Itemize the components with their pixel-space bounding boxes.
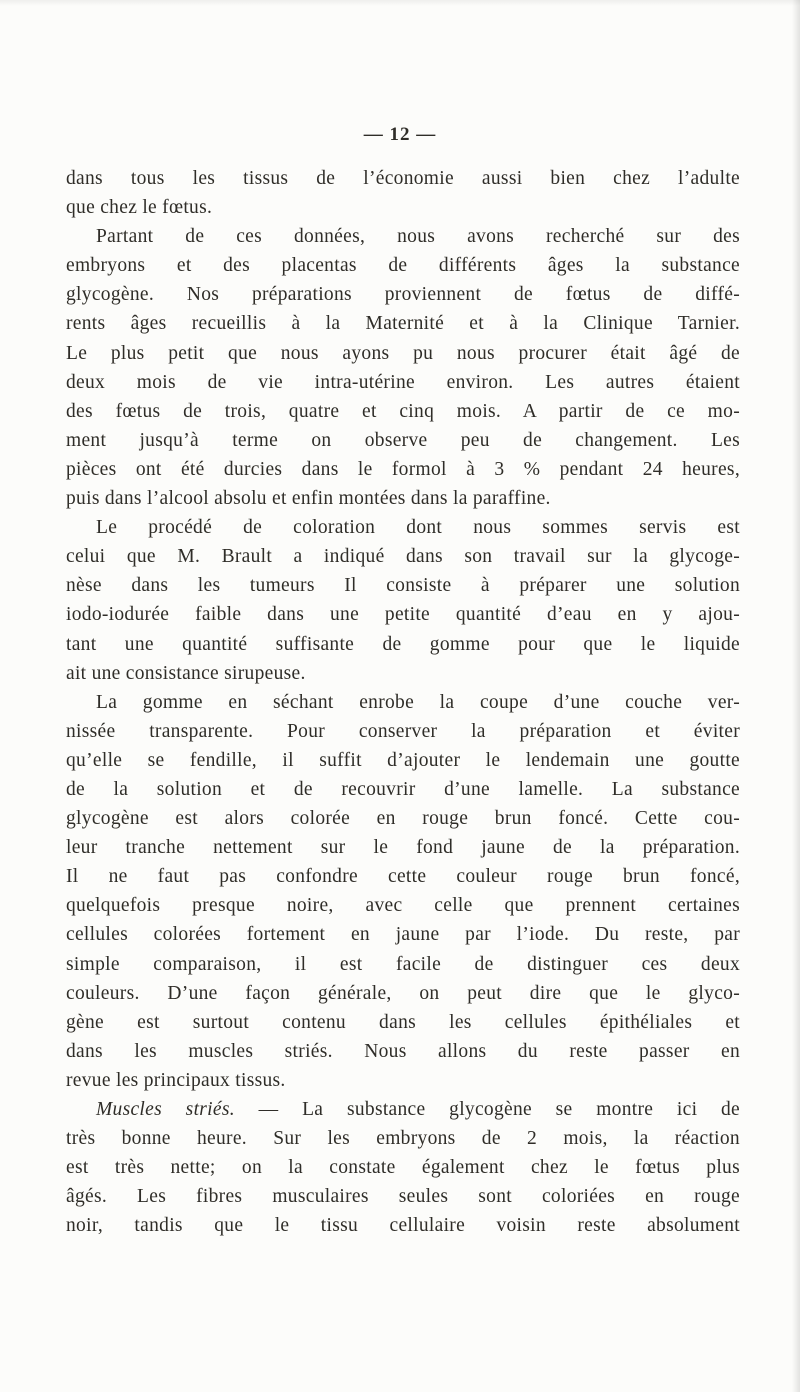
text-line: Il ne faut pas confondre cette couleur rouge brun foncé, — [66, 866, 740, 888]
text-line: embryons et des placentas de différents âges la substance — [66, 255, 740, 277]
text-line: âgés. Les fibres musculaires seules sont coloriées en rouge — [66, 1186, 740, 1208]
scan-edge-shadow — [792, 0, 800, 1392]
text-line: La gomme en séchant enrobe la coupe d’une couche ver- — [96, 691, 740, 713]
text-line: glycogène est alors colorée en rouge brun foncé. Cette cou- — [66, 808, 740, 830]
text-line: rents âges recueillis à la Maternité et à la Clinique Tarnier. — [66, 313, 740, 335]
text-line: dans tous les tissus de l’économie aussi bien chez l’adulte — [66, 168, 740, 189]
text-line: très bonne heure. Sur les embryons de 2 mois, la réaction — [66, 1128, 740, 1150]
text-line: revue les principaux tissus. — [66, 1069, 286, 1091]
text-line: est très nette; on la constate également chez le fœtus plus — [66, 1157, 740, 1179]
text-line: ment jusqu’à terme on observe peu de changement. Les — [66, 429, 740, 451]
text-line: Le plus petit que nous ayons pu nous procurer était âgé de — [66, 342, 740, 364]
paragraph — [66, 164, 740, 222]
text-line: deux mois de vie intra-utérine environ. Les autres étaient — [66, 371, 740, 393]
text-line: iodo-iodurée faible dans une petite quantité d’eau en y ajou- — [66, 604, 740, 626]
text-line: Muscles striés. — La substance glycogène se montre ici de — [96, 1099, 741, 1120]
text-line: nèse dans les tumeurs Il consiste à préparer une solution — [66, 575, 740, 597]
text-line: glycogène. Nos préparations proviennent de fœtus de diffé- — [66, 284, 740, 306]
text-line: Partant de ces données, nous avons recherché sur des — [96, 226, 740, 248]
text-line: puis dans l’alcool absolu et enfin montées dans la paraffine. — [66, 488, 551, 510]
page-body — [66, 164, 740, 1240]
paragraph — [66, 688, 740, 1095]
paragraph — [66, 1095, 740, 1240]
text-line: couleurs. D’une façon générale, on peut dire que le glyco- — [66, 982, 740, 1004]
paragraph — [66, 222, 740, 513]
paragraph — [66, 513, 740, 688]
text-line: ait une consistance sirupeuse. — [66, 662, 306, 684]
text-line: leur tranche nettement sur le fond jaune de la préparation. — [66, 837, 740, 859]
text-line: noir, tandis que le tissu cellulaire voisin reste absolument — [66, 1215, 740, 1237]
text-line: nissée transparente. Pour conserver la préparation et éviter — [66, 720, 740, 742]
text-line: qu’elle se fendille, il suffit d’ajouter le lendemain une goutte — [66, 749, 740, 771]
text-line: Le procédé de coloration dont nous sommes servis est — [96, 517, 740, 539]
text-line: pièces ont été durcies dans le formol à 3 % pendant 24 heures, — [66, 458, 740, 480]
text-line: tant une quantité suffisante de gomme pour que le liquide — [66, 633, 740, 655]
scan-edge-shadow-top — [0, 0, 800, 6]
text-line: cellules colorées fortement en jaune par l’iode. Du reste, par — [66, 924, 740, 946]
text-line: de la solution et de recouvrir d’une lamelle. La substance — [66, 778, 740, 800]
italic-lead: Muscles striés. — [96, 1099, 235, 1120]
text-line: dans les muscles striés. Nous allons du reste passer en — [66, 1040, 740, 1062]
text-line: des fœtus de trois, quatre et cinq mois. A partir de ce mo- — [66, 400, 740, 422]
text-line: quelquefois presque noire, avec celle que prennent certaines — [66, 895, 740, 917]
page-number: — 12 — — [363, 124, 437, 145]
text-line: celui que M. Brault a indiqué dans son travail sur la glycoge- — [66, 546, 740, 568]
text-line: que chez le fœtus. — [66, 197, 213, 219]
text-line: gène est surtout contenu dans les cellules épithéliales et — [66, 1011, 740, 1033]
text-line: simple comparaison, il est facile de distinguer ces deux — [66, 953, 740, 975]
